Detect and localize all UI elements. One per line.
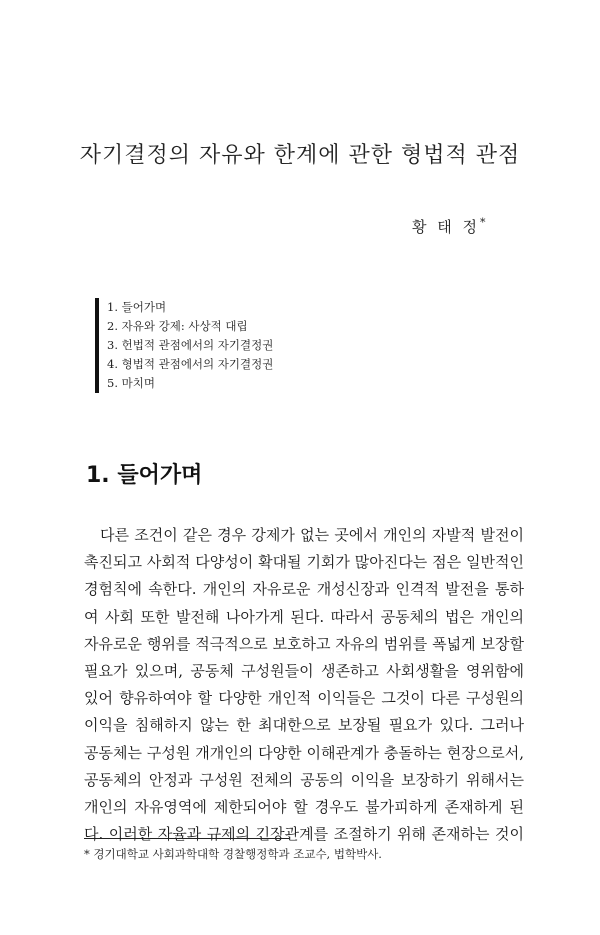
paragraph-line: 다른 조건이 같은 경우 강제가 없는 곳에서 개인의 자발적 발전이 bbox=[100, 526, 524, 544]
toc-item: 5. 마치며 bbox=[107, 376, 155, 390]
paragraph-line: 자유로운 행위를 적극적으로 보호하고 자유의 범위를 폭넓게 보장할 bbox=[84, 634, 524, 653]
paragraph-line: 있어 향유하여야 할 다양한 개인적 이익들은 그것이 다른 구성원의 bbox=[84, 689, 524, 708]
paragraph-line: 공동체의 안정과 구성원 전체의 공동의 이익을 보장하기 위해서는 bbox=[84, 770, 524, 789]
paragraph-line: 촉진되고 사회적 다양성이 확대될 기회가 많아진다는 점은 일반적인 bbox=[84, 553, 524, 572]
body-paragraph bbox=[84, 522, 524, 848]
author bbox=[412, 216, 486, 237]
paragraph-line: 경험칙에 속한다. 개인의 자유로운 개성신장과 인격적 발전을 통하 bbox=[84, 580, 524, 599]
toc-item: 1. 들어가며 bbox=[107, 300, 167, 314]
paragraph-line: 이익을 침해하지 않는 한 최대한으로 보장될 필요가 있다. 그러나 bbox=[84, 716, 524, 735]
toc-item: 2. 자유와 강제: 사상적 대립 bbox=[107, 319, 248, 333]
footnote: * 경기대학교 사회과학대학 경찰행정학과 조교수, 법학박사. bbox=[84, 847, 382, 861]
toc-item: 3. 헌법적 관점에서의 자기결정권 bbox=[107, 338, 274, 352]
table-of-contents bbox=[95, 298, 273, 393]
author-footnote-mark: * bbox=[480, 216, 486, 229]
paragraph-line: 공동체는 구성원 개개인의 다양한 이해관계가 충돌하는 현장으로서, bbox=[84, 743, 524, 762]
section-heading: 1. 들어가며 bbox=[86, 463, 203, 488]
toc-item: 4. 형법적 관점에서의 자기결정권 bbox=[107, 357, 274, 371]
paragraph-line: 개인의 자유영역에 제한되어야 할 경우도 불가피하게 존재하게 된 bbox=[84, 797, 524, 816]
paper-title: 자기결정의 자유와 한계에 관한 형법적 관점 bbox=[79, 143, 521, 168]
paragraph-line: 다. 이러한 자율과 규제의 긴장관계를 조절하기 위해 존재하는 것이 bbox=[84, 825, 524, 844]
author-name: 황 태 정 bbox=[412, 218, 481, 236]
footnote-divider bbox=[84, 838, 289, 839]
paragraph-line: 여 사회 또한 발전해 나아가게 된다. 따라서 공동체의 법은 개인의 bbox=[84, 607, 524, 626]
paragraph-line: 필요가 있으며, 공동체 구성원들이 생존하고 사회생활을 영위함에 bbox=[84, 661, 524, 680]
